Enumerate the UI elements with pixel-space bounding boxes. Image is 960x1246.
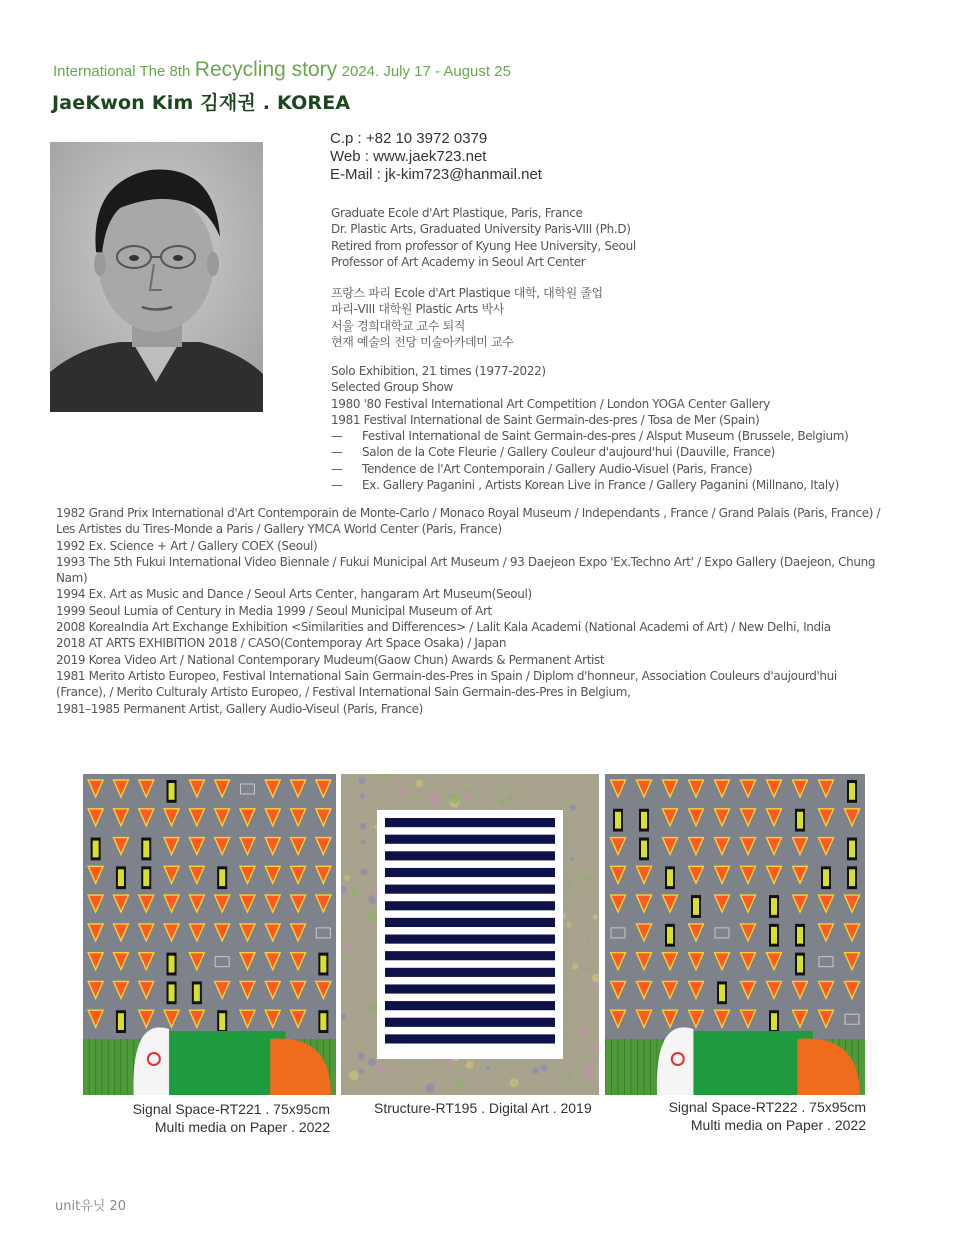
education-line: Graduate Ecole d'Art Plastique, Paris, France (331, 206, 583, 220)
exhibition-line: 1994 Ex. Art as Music and Dance / Seoul Arts Center, hangaram Art Museum(Seoul) (56, 587, 532, 602)
exhibition-line: 1981–1985 Permanent Artist, Gallery Audio-Viseul (Paris, France) (56, 701, 423, 716)
phone-number: C.p : +82 10 3972 0379 (330, 130, 488, 147)
education-english (331, 205, 636, 270)
exhibition-line: 1981 Merito Artisto Europeo, Festival International Sain Germain-des-Pres in Spain / Diplom d'honneur, Association Couleurs d'aujourd'hui (France), / Merito Culturaly Artisto Europeo, / Festival International Sain Germain-des-Pres in Belgium, (56, 668, 837, 700)
artist-portrait (50, 142, 263, 412)
dash-marker: — (331, 445, 343, 460)
dash-marker: — (331, 461, 343, 476)
caption-title: Signal Space-RT221 . 75x95cm (132, 1101, 330, 1117)
exhibition-line: 2019 Korea Video Art / National Contemporary Mudeum(Gaow Chun) Awards & Permanent Artist (56, 652, 605, 667)
exhibition-text: Salon de la Cote Fleurie / Gallery Couleur d'aujourd'hui (Dauville, France) (362, 445, 775, 460)
contact-info (330, 130, 542, 184)
artwork-caption (374, 1099, 592, 1117)
education-korean (331, 285, 603, 350)
education-line: 서울 경희대학교 교수 퇴직 (331, 318, 466, 333)
exhibition-line (331, 428, 848, 444)
email-link[interactable]: E-Mail : jk-kim723@hanmail.net (330, 166, 542, 183)
exhibition-line: 1999 Seoul Lumia of Century in Media 1999 / Seoul Municipal Museum of Art (56, 603, 492, 618)
exhibition-line: Selected Group Show (331, 380, 453, 395)
header-title: Recycling story (194, 58, 338, 81)
exhibitions-list-continued (56, 505, 886, 717)
exhibitions-list (331, 363, 848, 493)
exhibition-line: 1993 The 5th Fukui International Video Biennale / Fukui Municipal Art Museum / 93 Daejeon Expo 'Ex.Techno Art' / Expo Gallery (Daejeon, Chung Nam) (56, 554, 876, 586)
exhibition-line: 2008 KoreaIndia Art Exchange Exhibition <Similarities and Differences> / Lalit Kala Academi (National Academi of Art) / New Delhi, India (56, 620, 831, 635)
exhibition-line (331, 461, 848, 477)
exhibition-text: Tendence de l'Art Contemporain / Gallery Audio-Visuel (Paris, France) (362, 461, 753, 476)
exhibition-text: Festival International de Saint Germain-des-pres / Alsput Museum (Brussele, Belgium) (362, 429, 849, 444)
education-line: 파리-VIII 대학원 Plastic Arts 박사 (331, 302, 505, 317)
education-line: Professor of Art Academy in Seoul Art Center (331, 254, 586, 269)
dash-marker: — (331, 429, 343, 444)
exhibition-line: 1982 Grand Prix International d'Art Contemporain de Monte-Carlo / Monaco Royal Museum / Independants , France / Grand Palais (Paris, France) / Les Artistes du Tires-Monde a Paris / Gallery YMCA World Center (Paris, France) (56, 506, 881, 537)
caption-title: Structure-RT195 . Digital Art . 2019 (374, 1100, 592, 1116)
education-line: Dr. Plastic Arts, Graduated University Paris-VIII (Ph.D) (331, 222, 631, 237)
exhibition-line (331, 444, 848, 460)
exhibition-line: 1980 '80 Festival International Art Competition / London YOGA Center Gallery (331, 396, 771, 411)
header-prefix: International The 8th (53, 63, 191, 80)
exhibition-line (331, 477, 848, 493)
education-line: 프랑스 파리 Ecole d'Art Plastique 대학, 대학원 졸업 (331, 286, 603, 300)
artwork-caption (669, 1098, 866, 1134)
page-footer: unit유닛 20 (55, 1199, 126, 1214)
education-line: 현재 예술의 전당 미술아카데미 교수 (331, 334, 514, 349)
artwork-structure-rt195 (341, 774, 599, 1095)
exhibition-header (53, 58, 511, 82)
artwork-signal-space-rt222 (605, 774, 865, 1095)
exhibition-line: 1992 Ex. Science + Art / Gallery COEX (Seoul) (56, 538, 318, 553)
caption-medium: Multi media on Paper . 2022 (154, 1119, 330, 1135)
exhibition-text: Ex. Gallery Paganini , Artists Korean Live in France / Gallery Paganini (Millnano, Italy) (362, 478, 839, 493)
website-link[interactable]: Web : www.jaek723.net (330, 148, 487, 165)
artwork-signal-space-rt221 (83, 774, 336, 1095)
exhibition-line: Solo Exhibition, 21 times (1977-2022) (331, 364, 546, 378)
artist-name: JaeKwon Kim 김재권 . KOREA (52, 92, 351, 114)
education-line: Retired from professor of Kyung Hee University, Seoul (331, 238, 636, 253)
caption-title: Signal Space-RT222 . 75x95cm (668, 1099, 866, 1115)
exhibition-line: 2018 AT ARTS EXHIBITION 2018 / CASO(Contemporay Art Space Osaka) / Japan (56, 636, 507, 651)
exhibition-line: 1981 Festival International de Saint Germain-des-pres / Tosa de Mer (Spain) (331, 412, 760, 427)
dash-marker: — (331, 478, 343, 493)
caption-medium: Multi media on Paper . 2022 (690, 1117, 866, 1133)
artwork-caption (133, 1100, 330, 1136)
header-dates: 2024. July 17 - August 25 (341, 63, 511, 80)
